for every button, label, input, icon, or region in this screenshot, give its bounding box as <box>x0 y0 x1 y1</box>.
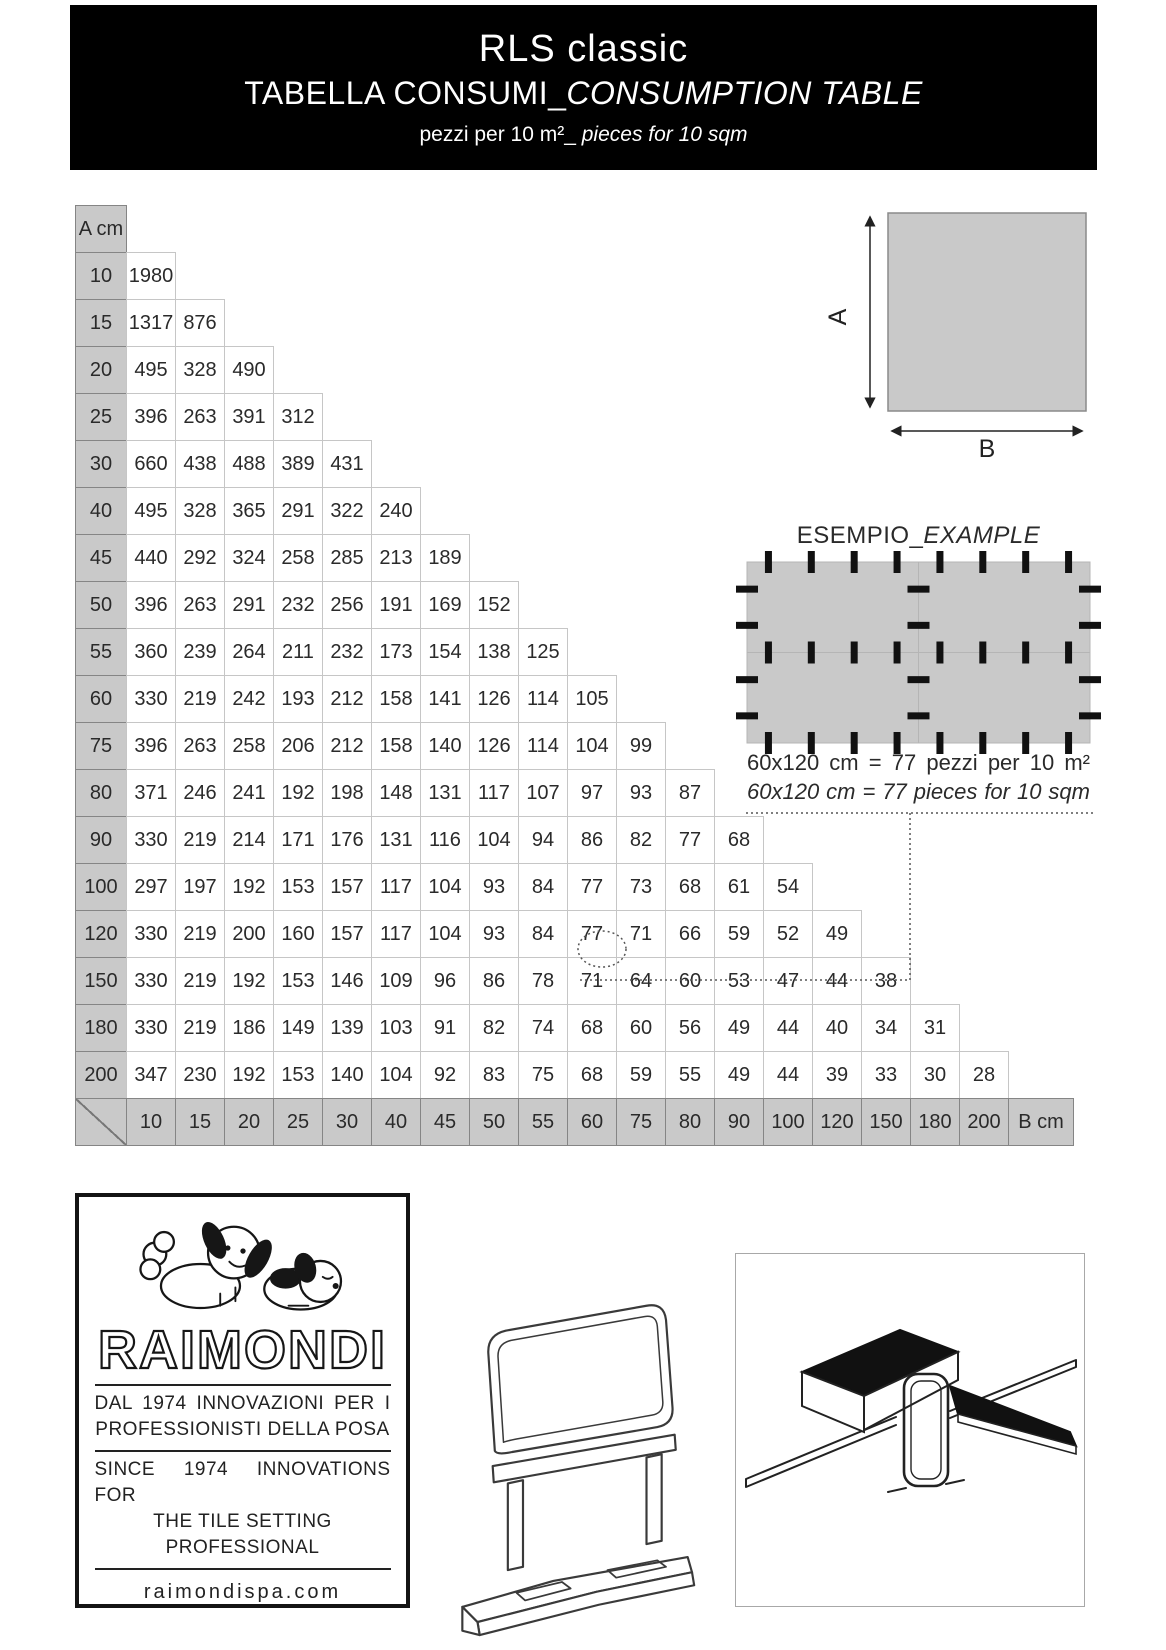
clip-mark <box>851 551 858 573</box>
page-title: RLS classic <box>478 28 689 70</box>
row-header-a-55: 55 <box>75 628 127 676</box>
tagline-italian-line1: DAL 1974 INNOVAZIONI PER I <box>94 1393 391 1414</box>
table-cell: 64 <box>616 957 666 1005</box>
table-cell: 360 <box>126 628 176 676</box>
table-cell: 104 <box>371 1051 421 1099</box>
table-cell: 117 <box>469 769 519 817</box>
col-header-b-20: 20 <box>224 1098 274 1146</box>
table-cell: 189 <box>420 534 470 582</box>
table-cell: 263 <box>175 581 225 629</box>
divider <box>95 1568 391 1570</box>
table-cell: 109 <box>371 957 421 1005</box>
table-row <box>75 910 1074 958</box>
subtitle-italian: TABELLA CONSUMI_ <box>244 74 567 111</box>
table-cell: 77 <box>567 910 617 958</box>
table-cell: 330 <box>126 675 176 723</box>
clip-mark <box>1065 551 1072 573</box>
table-cell: 258 <box>224 722 274 770</box>
raimondi-logo-box <box>75 1193 410 1608</box>
table-cell: 28 <box>959 1051 1009 1099</box>
col-header-b-45: 45 <box>420 1098 470 1146</box>
table-cell: 39 <box>812 1051 862 1099</box>
table-cell: 83 <box>469 1051 519 1099</box>
table-cell: 73 <box>616 863 666 911</box>
col-header-b-50: 50 <box>469 1098 519 1146</box>
table-cell: 59 <box>616 1051 666 1099</box>
table-cell: 84 <box>518 863 568 911</box>
table-cell: 126 <box>469 722 519 770</box>
corner-label-a: A cm <box>75 205 127 253</box>
example-tile <box>919 562 1091 653</box>
table-cell: 219 <box>175 1004 225 1052</box>
table-cell: 396 <box>126 581 176 629</box>
table-cell: 74 <box>518 1004 568 1052</box>
table-cell: 176 <box>322 816 372 864</box>
table-cell: 431 <box>322 440 372 488</box>
table-cell: 138 <box>469 628 519 676</box>
table-cell: 211 <box>273 628 323 676</box>
table-row <box>75 957 1074 1005</box>
clip-mark <box>1022 551 1029 573</box>
table-cell: 68 <box>567 1004 617 1052</box>
table-cell: 158 <box>371 675 421 723</box>
table-cell: 230 <box>175 1051 225 1099</box>
dimension-label-a: A <box>824 308 852 326</box>
table-cell: 99 <box>616 722 666 770</box>
table-cell: 291 <box>224 581 274 629</box>
table-cell: 71 <box>616 910 666 958</box>
table-cell: 104 <box>469 816 519 864</box>
table-cell: 219 <box>175 816 225 864</box>
table-cell: 38 <box>861 957 911 1005</box>
clip-mark <box>908 622 930 629</box>
table-cell: 198 <box>322 769 372 817</box>
table-cell: 93 <box>469 910 519 958</box>
example-title-english: EXAMPLE <box>923 522 1041 549</box>
table-cell: 488 <box>224 440 274 488</box>
table-cell: 490 <box>224 346 274 394</box>
table-cell: 191 <box>371 581 421 629</box>
table-cell: 140 <box>322 1051 372 1099</box>
table-cell: 34 <box>861 1004 911 1052</box>
table-cell: 876 <box>175 299 225 347</box>
table-cell: 192 <box>273 769 323 817</box>
table-cell: 193 <box>273 675 323 723</box>
row-header-a-20: 20 <box>75 346 127 394</box>
table-cell: 365 <box>224 487 274 535</box>
table-cell: 324 <box>224 534 274 582</box>
table-cell: 47 <box>763 957 813 1005</box>
table-cell: 330 <box>126 1004 176 1052</box>
col-header-b-80: 80 <box>665 1098 715 1146</box>
row-header-a-150: 150 <box>75 957 127 1005</box>
col-header-b-100: 100 <box>763 1098 813 1146</box>
table-cell: 263 <box>175 393 225 441</box>
clip-mark <box>736 586 758 593</box>
example-title <box>732 522 1105 550</box>
table-cell: 192 <box>224 863 274 911</box>
table-cell: 82 <box>469 1004 519 1052</box>
table-cell: 59 <box>714 910 764 958</box>
clip-mark <box>979 642 986 664</box>
table-cell: 54 <box>763 863 813 911</box>
table-cell: 328 <box>175 346 225 394</box>
table-cell: 55 <box>665 1051 715 1099</box>
table-cell: 125 <box>518 628 568 676</box>
table-cell: 103 <box>371 1004 421 1052</box>
table-cell: 192 <box>224 1051 274 1099</box>
table-cell: 389 <box>273 440 323 488</box>
table-cell: 93 <box>616 769 666 817</box>
table-cell: 192 <box>224 957 274 1005</box>
row-header-a-90: 90 <box>75 816 127 864</box>
clip-mark <box>736 622 758 629</box>
table-cell: 440 <box>126 534 176 582</box>
tile-square <box>888 213 1086 411</box>
table-cell: 219 <box>175 910 225 958</box>
table-cell: 53 <box>714 957 764 1005</box>
table-cell: 258 <box>273 534 323 582</box>
table-cell: 242 <box>224 675 274 723</box>
table-row <box>75 816 1074 864</box>
tagline-english-line1: SINCE 1974 INNOVATIONS FOR <box>94 1459 391 1506</box>
table-cell: 197 <box>175 863 225 911</box>
clip-mark <box>908 586 930 593</box>
table-cell: 44 <box>812 957 862 1005</box>
table-cell: 219 <box>175 675 225 723</box>
wedge-example-box <box>735 1253 1085 1607</box>
table-cell: 157 <box>322 910 372 958</box>
corner-label-b: B cm <box>1008 1098 1074 1146</box>
table-cell: 68 <box>567 1051 617 1099</box>
row-header-a-180: 180 <box>75 1004 127 1052</box>
row-header-a-60: 60 <box>75 675 127 723</box>
table-cell: 117 <box>371 863 421 911</box>
table-cell: 285 <box>322 534 372 582</box>
clip-mark <box>808 642 815 664</box>
table-cell: 157 <box>322 863 372 911</box>
table-cell: 154 <box>420 628 470 676</box>
table-cell: 1980 <box>126 252 176 300</box>
clip-mark <box>936 551 943 573</box>
clip-mark <box>908 712 930 719</box>
table-cell: 61 <box>714 863 764 911</box>
col-header-b-15: 15 <box>175 1098 225 1146</box>
clip-mark <box>765 642 772 664</box>
table-cell: 93 <box>469 863 519 911</box>
table-cell: 495 <box>126 487 176 535</box>
table-cell: 1317 <box>126 299 176 347</box>
table-cell: 30 <box>910 1051 960 1099</box>
table-cell: 200 <box>224 910 274 958</box>
table-cell: 49 <box>714 1051 764 1099</box>
website-link[interactable]: raimondispa.com <box>143 1581 342 1603</box>
table-cell: 232 <box>322 628 372 676</box>
table-cell: 94 <box>518 816 568 864</box>
table-cell: 347 <box>126 1051 176 1099</box>
table-cell: 96 <box>420 957 470 1005</box>
table-cell: 212 <box>322 722 372 770</box>
table-cell: 44 <box>763 1004 813 1052</box>
col-header-b-25: 25 <box>273 1098 323 1146</box>
clip-wedge-drawing <box>736 1254 1084 1606</box>
table-cell: 40 <box>812 1004 862 1052</box>
divider <box>95 1384 391 1386</box>
table-row <box>75 1004 1074 1052</box>
table-cell: 71 <box>567 957 617 1005</box>
example-calc-italian: 60x120 cm = 77 pezzi per 10 m² <box>747 750 1090 775</box>
table-cell: 44 <box>763 1051 813 1099</box>
table-cell: 86 <box>469 957 519 1005</box>
table-cell: 82 <box>616 816 666 864</box>
col-header-b-180: 180 <box>910 1098 960 1146</box>
example-tile <box>919 653 1091 744</box>
clip-mark <box>908 676 930 683</box>
tagline-italian-line2: PROFESSIONISTI DELLA POSA <box>95 1419 390 1440</box>
table-cell: 213 <box>371 534 421 582</box>
table-footer-row <box>75 1098 1074 1146</box>
example-tiles-svg <box>732 547 1105 758</box>
clip-mark <box>894 551 901 573</box>
col-header-b-60: 60 <box>567 1098 617 1146</box>
table-cell: 146 <box>322 957 372 1005</box>
table-cell: 312 <box>273 393 323 441</box>
divider <box>95 1450 391 1452</box>
table-cell: 114 <box>518 722 568 770</box>
table-cell: 214 <box>224 816 274 864</box>
table-cell: 171 <box>273 816 323 864</box>
table-cell: 322 <box>322 487 372 535</box>
table-cell: 114 <box>518 675 568 723</box>
col-header-b-120: 120 <box>812 1098 862 1146</box>
brand-wordmark: RAIMONDI <box>98 1320 387 1380</box>
table-cell: 241 <box>224 769 274 817</box>
table-cell: 371 <box>126 769 176 817</box>
table-cell: 56 <box>665 1004 715 1052</box>
col-header-b-90: 90 <box>714 1098 764 1146</box>
row-header-a-15: 15 <box>75 299 127 347</box>
row-header-a-30: 30 <box>75 440 127 488</box>
table-cell: 264 <box>224 628 274 676</box>
dimension-label-b: B <box>978 435 996 460</box>
clip-mark <box>1065 642 1072 664</box>
clip-mark <box>936 642 943 664</box>
row-header-a-80: 80 <box>75 769 127 817</box>
clip-mark <box>1079 712 1101 719</box>
table-cell: 148 <box>371 769 421 817</box>
table-cell: 256 <box>322 581 372 629</box>
table-cell: 104 <box>567 722 617 770</box>
table-cell: 292 <box>175 534 225 582</box>
clip-mark <box>894 642 901 664</box>
table-cell: 60 <box>665 957 715 1005</box>
table-cell: 52 <box>763 910 813 958</box>
table-cell: 246 <box>175 769 225 817</box>
table-cell: 104 <box>420 910 470 958</box>
table-cell: 131 <box>371 816 421 864</box>
tile-dimension-diagram <box>800 195 1100 460</box>
row-header-a-10: 10 <box>75 252 127 300</box>
table-cell: 92 <box>420 1051 470 1099</box>
table-cell: 105 <box>567 675 617 723</box>
clip-mark <box>1079 586 1101 593</box>
table-cell: 328 <box>175 487 225 535</box>
table-cell: 330 <box>126 957 176 1005</box>
table-cell: 240 <box>371 487 421 535</box>
clip-mark <box>808 551 815 573</box>
table-cell: 391 <box>224 393 274 441</box>
table-cell: 396 <box>126 722 176 770</box>
table-cell: 660 <box>126 440 176 488</box>
table-cell: 139 <box>322 1004 372 1052</box>
col-header-b-40: 40 <box>371 1098 421 1146</box>
col-header-b-30: 30 <box>322 1098 372 1146</box>
table-cell: 68 <box>665 863 715 911</box>
table-row <box>75 863 1074 911</box>
example-tile <box>747 562 919 653</box>
clip-mark <box>1079 676 1101 683</box>
table-cell: 212 <box>322 675 372 723</box>
table-cell: 77 <box>665 816 715 864</box>
table-cell: 117 <box>371 910 421 958</box>
row-header-a-40: 40 <box>75 487 127 535</box>
tagline-english-line2: THE TILE SETTING PROFESSIONAL <box>153 1511 332 1558</box>
table-cell: 91 <box>420 1004 470 1052</box>
table-cell: 31 <box>910 1004 960 1052</box>
table-cell: 169 <box>420 581 470 629</box>
table-cell: 116 <box>420 816 470 864</box>
table-cell: 141 <box>420 675 470 723</box>
table-cell: 86 <box>567 816 617 864</box>
table-cell: 173 <box>371 628 421 676</box>
table-cell: 186 <box>224 1004 274 1052</box>
table-cell: 97 <box>567 769 617 817</box>
clip-mark <box>736 676 758 683</box>
table-cell: 330 <box>126 816 176 864</box>
table-cell: 66 <box>665 910 715 958</box>
table-cell: 33 <box>861 1051 911 1099</box>
table-cell: 87 <box>665 769 715 817</box>
table-cell: 149 <box>273 1004 323 1052</box>
col-header-b-10: 10 <box>126 1098 176 1146</box>
row-header-a-25: 25 <box>75 393 127 441</box>
table-cell: 77 <box>567 863 617 911</box>
clip-mark <box>979 551 986 573</box>
row-header-a-50: 50 <box>75 581 127 629</box>
clip-mark <box>736 712 758 719</box>
clip-mark <box>851 642 858 664</box>
units-note-english: pieces for 10 sqm <box>581 122 748 146</box>
table-cell: 140 <box>420 722 470 770</box>
table-cell: 152 <box>469 581 519 629</box>
units-note <box>70 123 1097 147</box>
clip-mark <box>1022 642 1029 664</box>
col-header-b-200: 200 <box>959 1098 1009 1146</box>
table-cell: 75 <box>518 1051 568 1099</box>
table-cell: 107 <box>518 769 568 817</box>
example-tile <box>747 653 919 744</box>
row-header-a-45: 45 <box>75 534 127 582</box>
table-cell: 263 <box>175 722 225 770</box>
table-cell: 160 <box>273 910 323 958</box>
table-cell: 219 <box>175 957 225 1005</box>
table-cell: 153 <box>273 1051 323 1099</box>
table-cell: 84 <box>518 910 568 958</box>
table-cell: 49 <box>714 1004 764 1052</box>
clip-mark <box>765 551 772 573</box>
col-header-b-150: 150 <box>861 1098 911 1146</box>
table-row <box>75 1051 1074 1099</box>
table-cell: 158 <box>371 722 421 770</box>
table-cell: 104 <box>420 863 470 911</box>
table-cell: 206 <box>273 722 323 770</box>
table-cell: 153 <box>273 863 323 911</box>
table-cell: 239 <box>175 628 225 676</box>
corner-diagonal-cell <box>75 1098 127 1146</box>
col-header-b-55: 55 <box>518 1098 568 1146</box>
row-header-a-200: 200 <box>75 1051 127 1099</box>
table-cell: 131 <box>420 769 470 817</box>
leveling-clip-drawing <box>445 1285 705 1645</box>
table-cell: 495 <box>126 346 176 394</box>
clip-mark <box>1079 622 1101 629</box>
col-header-b-75: 75 <box>616 1098 666 1146</box>
table-cell: 68 <box>714 816 764 864</box>
table-cell: 297 <box>126 863 176 911</box>
example-title-italian: ESEMPIO_ <box>796 522 924 549</box>
table-cell: 438 <box>175 440 225 488</box>
table-cell: 330 <box>126 910 176 958</box>
units-note-italian: pezzi per 10 m²_ <box>419 122 582 146</box>
table-cell: 396 <box>126 393 176 441</box>
table-cell: 49 <box>812 910 862 958</box>
table-cell: 291 <box>273 487 323 535</box>
table-cell: 126 <box>469 675 519 723</box>
title-banner <box>70 5 1097 170</box>
puppies-illustration <box>112 1207 374 1327</box>
subtitle-english: CONSUMPTION TABLE <box>566 74 923 111</box>
table-cell: 78 <box>518 957 568 1005</box>
table-cell: 60 <box>616 1004 666 1052</box>
table-cell: 232 <box>273 581 323 629</box>
table-cell: 153 <box>273 957 323 1005</box>
row-header-a-75: 75 <box>75 722 127 770</box>
row-header-a-100: 100 <box>75 863 127 911</box>
example-calc-english: 60x120 cm = 77 pieces for 10 sqm <box>747 779 1090 804</box>
page-subtitle <box>70 75 1097 112</box>
row-header-a-120: 120 <box>75 910 127 958</box>
